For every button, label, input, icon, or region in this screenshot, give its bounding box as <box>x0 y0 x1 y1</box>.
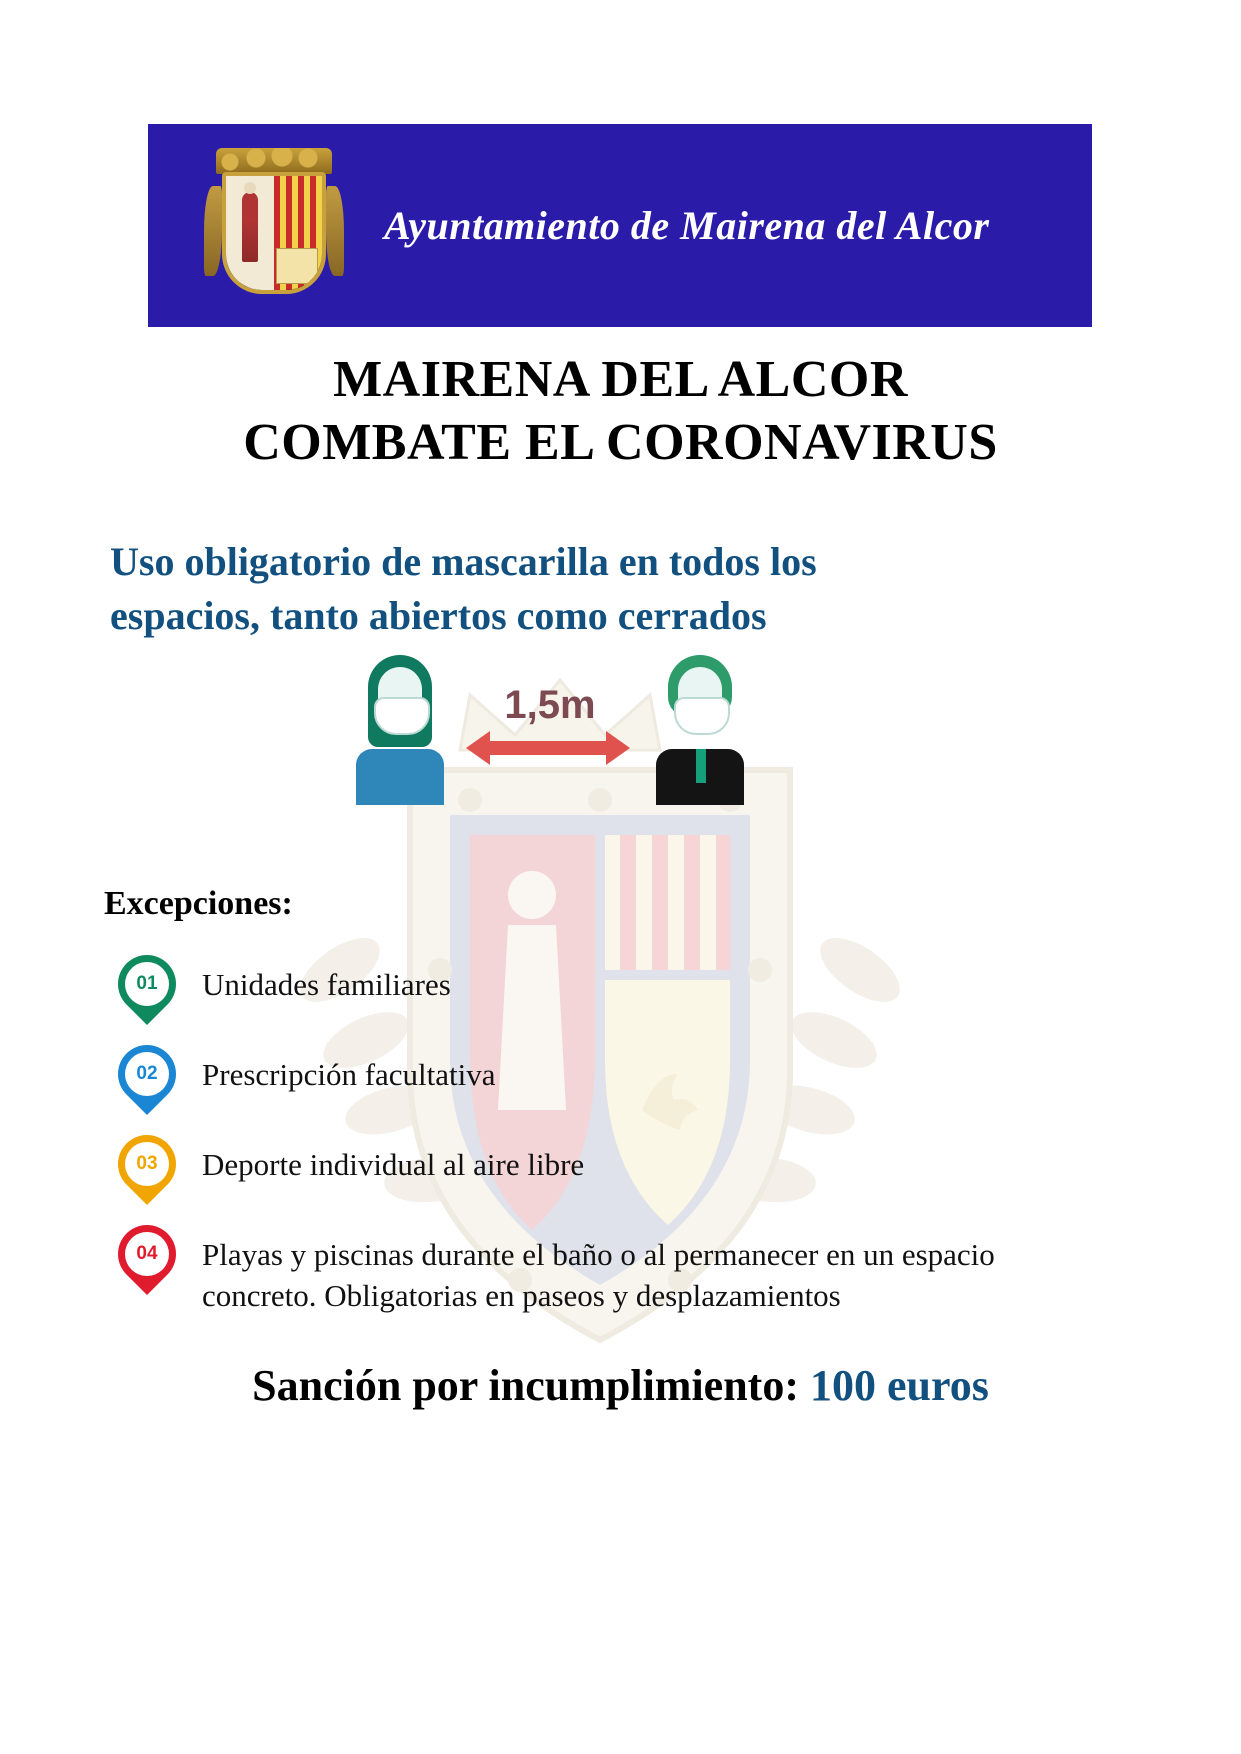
shield-right-quarter <box>274 176 322 290</box>
badge-number: 01 <box>125 962 169 1006</box>
page-title-line-2: COMBATE EL CORONAVIRUS <box>243 414 998 472</box>
arrow-head-left-icon <box>466 731 490 765</box>
torso-icon <box>356 749 444 805</box>
arrow-head-right-icon <box>606 731 630 765</box>
exception-text: Prescripción facultativa <box>202 1057 496 1092</box>
list-item <box>118 1135 1118 1193</box>
crown-icon <box>216 148 332 174</box>
institution-banner <box>148 124 1092 327</box>
number-badge-03-icon <box>118 1135 188 1193</box>
list-item <box>118 955 1118 1013</box>
laurel-left-icon <box>204 186 222 276</box>
distance-label: 1,5m <box>504 683 596 727</box>
shield-left-quarter <box>226 176 274 290</box>
exception-text: Playas y piscinas durante el baño o al permanecer en un espacio concreto. Obligatorias en paseos y desplazamientos <box>202 1237 995 1313</box>
saint-figure-icon <box>242 192 258 262</box>
shield-icon <box>222 172 326 294</box>
face-mask-icon <box>674 697 730 735</box>
arrow-bar-icon <box>488 741 610 755</box>
tie-icon <box>696 749 706 783</box>
list-item <box>118 1225 1118 1317</box>
institution-name: Ayuntamiento de Mairena del Alcor <box>384 203 990 248</box>
laurel-right-icon <box>326 186 344 276</box>
badge-number: 04 <box>125 1232 169 1276</box>
number-badge-02-icon <box>118 1045 188 1103</box>
number-badge-04-icon <box>118 1225 188 1283</box>
sanction-amount: 100 euros <box>809 1361 989 1410</box>
face-mask-icon <box>374 697 430 735</box>
person-left-icon <box>340 645 460 805</box>
page-title <box>0 348 1241 475</box>
lion-icon <box>276 248 318 284</box>
person-right-icon <box>640 645 760 805</box>
number-badge-01-icon <box>118 955 188 1013</box>
exception-text: Deporte individual al aire libre <box>202 1147 585 1182</box>
exceptions-heading: Excepciones: <box>104 885 293 922</box>
badge-number: 02 <box>125 1052 169 1096</box>
exception-text: Unidades familiares <box>202 967 451 1002</box>
sanction-notice <box>0 1360 1241 1411</box>
page-title-line-1: MAIRENA DEL ALCOR <box>333 351 908 408</box>
list-item <box>118 1045 1118 1103</box>
coat-of-arms-icon <box>204 146 344 306</box>
subtitle: Uso obligatorio de mascarilla en todos los espacios, tanto abiertos como cerrados <box>110 539 817 638</box>
badge-number: 03 <box>125 1142 169 1186</box>
sanction-label: Sanción por incumplimiento: <box>252 1361 810 1410</box>
exceptions-list <box>118 955 1118 1349</box>
social-distance-illustration <box>340 645 760 805</box>
